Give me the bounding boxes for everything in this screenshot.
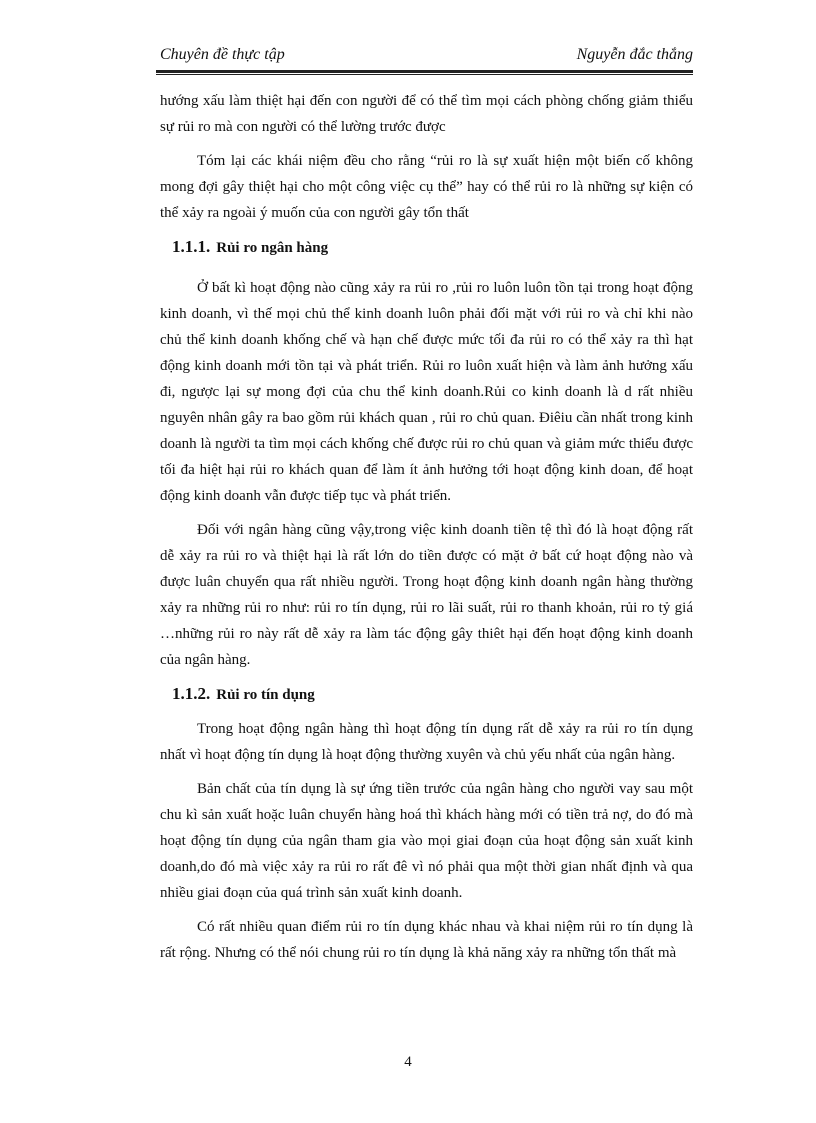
- paragraph: hướng xấu làm thiệt hại đến con người để có thể tìm mọi cách phòng chống giảm thiểu sự rủi ro mà con người có thể lường trước được: [160, 93, 693, 135]
- section-number: 1.1.1.: [172, 237, 211, 256]
- paragraph: Trong hoạt động ngân hàng thì hoạt động tín dụng rất dễ xảy ra rủi ro tín dụng nhất vì hoạt động tín dụng là hoạt động thường xuyên và chủ yếu nhất của ngân hàng.: [160, 721, 693, 763]
- section-title: Rủi ro tín dụng: [216, 687, 315, 703]
- section-number: 1.1.2.: [172, 684, 211, 703]
- section-heading-1-1-1: [160, 234, 693, 261]
- header-right-author: Nguyễn đắc thắng: [576, 46, 693, 63]
- page-header: [160, 46, 693, 68]
- header-left-title: Chuyên đề thực tập: [160, 46, 285, 63]
- paragraph: Bản chất của tín dụng là sự ứng tiền trước của ngân hàng cho người vay sau một chu kì sản xuất hoặc luân chuyển hàng hoá thì khách hàng mới có tiền trả nợ, do đó mà hoạt động tín dụng của ngân tham gia vào mọi giai đoạn của hoạt động sản xuất kinh doanh,do đó mà việc xảy ra rủi ro rất đê vì nó phải qua một thời gian nhất định và qua nhiều giai đoạn của quá trình sản xuất kinh doanh.: [160, 781, 693, 901]
- paragraph: Tóm lại các khái niệm đều cho rằng “rủi ro là sự xuất hiện một biến cố không mong đợi gây thiệt hại cho một công việc cụ thể” hay có thể rủi ro là những sự kiện có thể xảy ra ngoài ý muốn của con người gây tổn thất: [160, 153, 693, 221]
- paragraph: Đối với ngân hàng cũng vậy,trong việc kinh doanh tiền tệ thì đó là hoạt động rất dễ xảy ra rủi ro và thiệt hại là rất lớn do tiền được có mặt ở bất cứ hoạt động nào và được luân chuyển qua rất nhiều người. Trong hoạt động kinh doanh ngân hàng thường xảy ra những rủi ro như: rủi ro tín dụng, rủi ro lãi suất, rủi ro thanh khoản, rủi ro tỷ giá …những rủi ro này rất dễ xảy ra làm tác động gây thiêt hại đến hoạt động kinh doanh của ngân hàng.: [160, 522, 693, 668]
- page-number: 4: [404, 1054, 412, 1070]
- paragraph: Ở bất kì hoạt động nào cũng xảy ra rủi ro ,rủi ro luôn luôn tồn tại trong hoạt động kinh doanh, vì thế mọi chủ thể kinh doanh luôn phải đối mặt với rủi ro và chỉ khi nào chủ thể kinh doanh khống chế và hạn chế được mức tối đa rủi ro có thể xảy ra thì hạt động kinh doanh mới tồn tại và phát triển. Rủi ro luôn xuất hiện và làm ảnh hưởng xấu đi, ngược lại sự mong đợi của chu thể kinh doanh.Rủi co kinh doanh là d rất nhiều nguyên nhân gây ra bao gồm rủi khách quan , rủi ro chủ quan. Điêiu cần nhất trong kinh doanh là người ta tìm mọi cách khống chế được rủi ro chủ quan và giảm mức thiểu được tối đa hiệt hại rủi ro khách quan để làm ít ảnh hưởng tới hoạt động kinh doan, để hoạt động kinh doanh vẫn được tiếp tục và phát triển.: [160, 280, 693, 504]
- document-body: [160, 88, 693, 974]
- paragraph: Có rất nhiều quan điểm rủi ro tín dụng khác nhau và khai niệm rủi ro tín dụng là rất rộng. Nhưng có thể nói chung rủi ro tín dụng là khả năng xảy ra những tổn thất mà: [160, 919, 693, 961]
- section-title: Rủi ro ngân hàng: [216, 240, 329, 256]
- section-heading-1-1-2: [160, 681, 693, 708]
- header-rule: [156, 70, 693, 75]
